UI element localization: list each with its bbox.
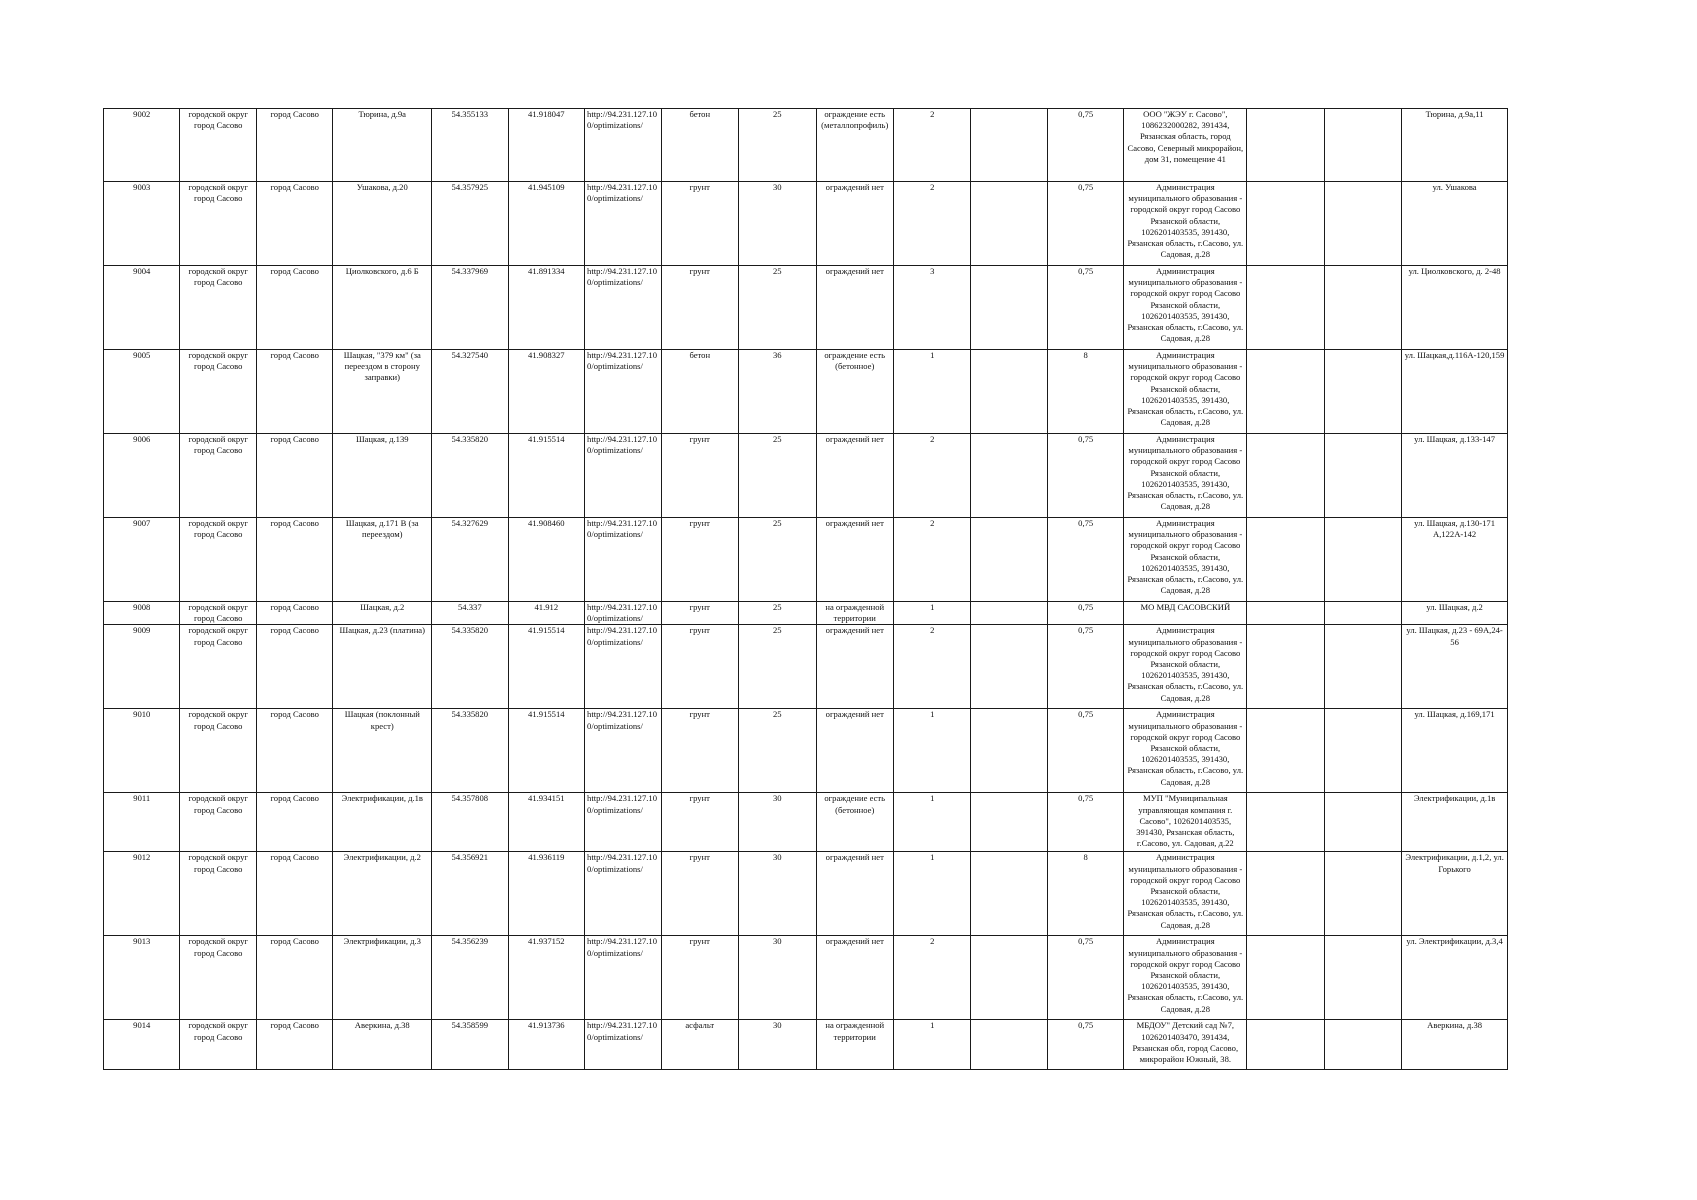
address-cell: Шацкая (поклонный крест) <box>333 709 432 793</box>
empty-cell <box>971 602 1047 625</box>
district-cell: городской округ город Сасово <box>180 709 256 793</box>
empty-cell <box>1247 350 1324 434</box>
empty-cell <box>1247 109 1324 182</box>
empty-cell <box>971 434 1047 518</box>
empty-cell <box>1324 518 1401 602</box>
container-volume-cell: 8 <box>1047 852 1123 936</box>
surface-cell: бетон <box>661 350 738 434</box>
waste-sources-cell: ул. Шацкая, д.23 - 69А,24-56 <box>1402 625 1508 709</box>
container-volume-cell: 8 <box>1047 350 1123 434</box>
site-id-cell: 9011 <box>104 793 180 852</box>
table-row <box>104 625 1508 709</box>
fence-cell: ограждений нет <box>816 936 893 1020</box>
table-row <box>104 936 1508 1020</box>
site-id-cell: 9005 <box>104 350 180 434</box>
fence-cell: ограждений нет <box>816 625 893 709</box>
table-row <box>104 852 1508 936</box>
longitude-cell: 41.918047 <box>508 109 584 182</box>
surface-cell: грунт <box>661 625 738 709</box>
address-cell: Шацкая, "379 км" (за переездом в сторону заправки) <box>333 350 432 434</box>
owner-cell: Администрация муниципального образования - городской округ город Сасово Рязанской области, 1026201403535, 391430, Рязанская область, г.Сасово, ул. Садовая, д.28 <box>1124 936 1247 1020</box>
owner-cell: Администрация муниципального образования - городской округ город Сасово Рязанской области, 1026201403535, 391430, Рязанская область, г.Сасово, ул. Садовая, д.28 <box>1124 350 1247 434</box>
latitude-cell: 54.355133 <box>432 109 508 182</box>
container-count-cell: 2 <box>893 434 970 518</box>
district-cell: городской округ город Сасово <box>180 602 256 625</box>
longitude-cell: 41.913736 <box>508 1020 584 1070</box>
area-cell: 25 <box>739 625 816 709</box>
latitude-cell: 54.335820 <box>432 625 508 709</box>
district-cell: городской округ город Сасово <box>180 936 256 1020</box>
empty-cell <box>971 266 1047 350</box>
empty-cell <box>971 109 1047 182</box>
area-cell: 30 <box>739 793 816 852</box>
address-cell: Шацкая, д.23 (платина) <box>333 625 432 709</box>
container-count-cell: 2 <box>893 625 970 709</box>
table-row <box>104 109 1508 182</box>
waste-sources-cell: ул. Шацкая, д.169,171 <box>1402 709 1508 793</box>
empty-cell <box>971 350 1047 434</box>
surface-cell: грунт <box>661 852 738 936</box>
map-link-cell[interactable]: http://94.231.127.10 0/optimizations/ <box>585 709 661 793</box>
area-cell: 30 <box>739 852 816 936</box>
empty-cell <box>1324 350 1401 434</box>
latitude-cell: 54.335820 <box>432 434 508 518</box>
longitude-cell: 41.891334 <box>508 266 584 350</box>
district-cell: городской округ город Сасово <box>180 793 256 852</box>
map-link-cell[interactable]: http://94.231.127.10 0/optimizations/ <box>585 936 661 1020</box>
empty-cell <box>971 852 1047 936</box>
waste-sources-cell: Аверкина, д.38 <box>1402 1020 1508 1070</box>
empty-cell <box>1247 793 1324 852</box>
container-count-cell: 1 <box>893 793 970 852</box>
longitude-cell: 41.945109 <box>508 182 584 266</box>
empty-cell <box>1247 518 1324 602</box>
locality-cell: город Сасово <box>256 852 332 936</box>
container-count-cell: 2 <box>893 109 970 182</box>
map-link-cell[interactable]: http://94.231.127.10 0/optimizations/ <box>585 852 661 936</box>
site-id-cell: 9008 <box>104 602 180 625</box>
container-volume-cell: 0,75 <box>1047 793 1123 852</box>
longitude-cell: 41.915514 <box>508 434 584 518</box>
empty-cell <box>971 709 1047 793</box>
longitude-cell: 41.915514 <box>508 625 584 709</box>
locality-cell: город Сасово <box>256 109 332 182</box>
empty-cell <box>1324 709 1401 793</box>
address-cell: Шацкая, д.139 <box>333 434 432 518</box>
latitude-cell: 54.337 <box>432 602 508 625</box>
locality-cell: город Сасово <box>256 1020 332 1070</box>
empty-cell <box>1324 434 1401 518</box>
map-link-cell[interactable]: http://94.231.127.10 0/optimizations/ <box>585 625 661 709</box>
longitude-cell: 41.934151 <box>508 793 584 852</box>
address-cell: Тюрина, д.9а <box>333 109 432 182</box>
locality-cell: город Сасово <box>256 518 332 602</box>
container-count-cell: 3 <box>893 266 970 350</box>
fence-cell: на огражденной территории <box>816 602 893 625</box>
map-link-cell[interactable]: http://94.231.127.10 0/optimizations/ <box>585 434 661 518</box>
longitude-cell: 41.936119 <box>508 852 584 936</box>
empty-cell <box>971 936 1047 1020</box>
latitude-cell: 54.337969 <box>432 266 508 350</box>
container-volume-cell: 0,75 <box>1047 518 1123 602</box>
area-cell: 30 <box>739 182 816 266</box>
waste-sources-cell: ул. Ушакова <box>1402 182 1508 266</box>
fence-cell: ограждений нет <box>816 434 893 518</box>
area-cell: 25 <box>739 109 816 182</box>
fence-cell: на огражденной территории <box>816 1020 893 1070</box>
container-volume-cell: 0,75 <box>1047 434 1123 518</box>
table-row <box>104 266 1508 350</box>
empty-cell <box>1247 936 1324 1020</box>
area-cell: 30 <box>739 936 816 1020</box>
address-cell: Электрификации, д.1в <box>333 793 432 852</box>
waste-sources-cell: ул. Шацкая, д.2 <box>1402 602 1508 625</box>
latitude-cell: 54.357925 <box>432 182 508 266</box>
empty-cell <box>1324 793 1401 852</box>
surface-cell: грунт <box>661 518 738 602</box>
district-cell: городской округ город Сасово <box>180 266 256 350</box>
site-id-cell: 9007 <box>104 518 180 602</box>
area-cell: 25 <box>739 602 816 625</box>
owner-cell: МБДОУ" Детский сад №7, 1026201403470, 391434, Рязанская обл, город Сасово, микрорайон Южный, 38. <box>1124 1020 1247 1070</box>
container-count-cell: 1 <box>893 709 970 793</box>
district-cell: городской округ город Сасово <box>180 182 256 266</box>
waste-sources-cell: ул. Шацкая,д.116А-120,159 <box>1402 350 1508 434</box>
site-id-cell: 9003 <box>104 182 180 266</box>
latitude-cell: 54.358599 <box>432 1020 508 1070</box>
owner-cell: Администрация муниципального образования - городской округ город Сасово Рязанской области, 1026201403535, 391430, Рязанская область, г.Сасово, ул. Садовая, д.28 <box>1124 266 1247 350</box>
table-row <box>104 602 1508 625</box>
district-cell: городской округ город Сасово <box>180 852 256 936</box>
map-link-cell[interactable]: http://94.231.127.10 0/optimizations/ <box>585 793 661 852</box>
empty-cell <box>1247 1020 1324 1070</box>
waste-sources-cell: Электрификации, д.1,2, ул. Горького <box>1402 852 1508 936</box>
empty-cell <box>1247 709 1324 793</box>
district-cell: городской округ город Сасово <box>180 1020 256 1070</box>
owner-cell: Администрация муниципального образования - городской округ город Сасово Рязанской области, 1026201403535, 391430, Рязанская область, г.Сасово, ул. Садовая, д.28 <box>1124 434 1247 518</box>
container-volume-cell: 0,75 <box>1047 182 1123 266</box>
surface-cell: грунт <box>661 434 738 518</box>
waste-sources-cell: ул. Электрификации, д.3,4 <box>1402 936 1508 1020</box>
table-row <box>104 709 1508 793</box>
area-cell: 30 <box>739 1020 816 1070</box>
owner-cell: Администрация муниципального образования - городской округ город Сасово Рязанской области, 1026201403535, 391430, Рязанская область, г.Сасово, ул. Садовая, д.28 <box>1124 852 1247 936</box>
district-cell: городской округ город Сасово <box>180 518 256 602</box>
address-cell: Циолковского, д.6 Б <box>333 266 432 350</box>
address-cell: Шацкая, д.2 <box>333 602 432 625</box>
owner-cell: Администрация муниципального образования - городской округ город Сасово Рязанской области, 1026201403535, 391430, Рязанская область, г.Сасово, ул. Садовая, д.28 <box>1124 182 1247 266</box>
longitude-cell: 41.908460 <box>508 518 584 602</box>
map-link-cell[interactable]: http://94.231.127.10 0/optimizations/ <box>585 109 661 182</box>
waste-sources-cell: Электрификации, д.1в <box>1402 793 1508 852</box>
area-cell: 25 <box>739 434 816 518</box>
address-cell: Ушакова, д.20 <box>333 182 432 266</box>
owner-cell: МО МВД САСОВСКИЙ <box>1124 602 1247 625</box>
waste-sites-table <box>103 108 1508 1070</box>
latitude-cell: 54.356921 <box>432 852 508 936</box>
table-row <box>104 350 1508 434</box>
container-volume-cell: 0,75 <box>1047 709 1123 793</box>
fence-cell: ограждений нет <box>816 266 893 350</box>
latitude-cell: 54.327629 <box>432 518 508 602</box>
latitude-cell: 54.327540 <box>432 350 508 434</box>
locality-cell: город Сасово <box>256 625 332 709</box>
area-cell: 36 <box>739 350 816 434</box>
area-cell: 25 <box>739 518 816 602</box>
table-body <box>104 109 1508 1070</box>
empty-cell <box>971 625 1047 709</box>
waste-sources-cell: ул. Шацкая, д.130-171 А,122А-142 <box>1402 518 1508 602</box>
fence-cell: ограждение есть (бетонное) <box>816 793 893 852</box>
fence-cell: ограждений нет <box>816 182 893 266</box>
container-volume-cell: 0,75 <box>1047 625 1123 709</box>
address-cell: Аверкина, д.38 <box>333 1020 432 1070</box>
empty-cell <box>971 182 1047 266</box>
map-link-cell[interactable]: http://94.231.127.10 0/optimizations/ <box>585 182 661 266</box>
empty-cell <box>1324 1020 1401 1070</box>
empty-cell <box>971 793 1047 852</box>
surface-cell: грунт <box>661 709 738 793</box>
owner-cell: МУП "Муниципальная управляющая компания г. Сасово", 1026201403535, 391430, Рязанская область, г.Сасово, ул. Садовая, д.22 <box>1124 793 1247 852</box>
district-cell: городской округ город Сасово <box>180 350 256 434</box>
site-id-cell: 9009 <box>104 625 180 709</box>
surface-cell: грунт <box>661 936 738 1020</box>
container-volume-cell: 0,75 <box>1047 602 1123 625</box>
container-count-cell: 1 <box>893 852 970 936</box>
surface-cell: грунт <box>661 266 738 350</box>
site-id-cell: 9006 <box>104 434 180 518</box>
empty-cell <box>1247 434 1324 518</box>
container-count-cell: 1 <box>893 1020 970 1070</box>
empty-cell <box>1247 852 1324 936</box>
empty-cell <box>1247 625 1324 709</box>
locality-cell: город Сасово <box>256 434 332 518</box>
owner-cell: ООО "ЖЭУ г. Сасово", 1086232000282, 391434, Рязанская область, город Сасово, Северный микрорайон, дом 31, помещение 41 <box>1124 109 1247 182</box>
locality-cell: город Сасово <box>256 709 332 793</box>
waste-sources-cell: ул. Циолковского, д. 2-48 <box>1402 266 1508 350</box>
empty-cell <box>1324 602 1401 625</box>
table-row <box>104 518 1508 602</box>
surface-cell: бетон <box>661 109 738 182</box>
site-id-cell: 9014 <box>104 1020 180 1070</box>
container-count-cell: 2 <box>893 518 970 602</box>
empty-cell <box>1247 602 1324 625</box>
district-cell: городской округ город Сасово <box>180 109 256 182</box>
empty-cell <box>971 518 1047 602</box>
empty-cell <box>1324 182 1401 266</box>
locality-cell: город Сасово <box>256 350 332 434</box>
fence-cell: ограждений нет <box>816 709 893 793</box>
latitude-cell: 54.335820 <box>432 709 508 793</box>
empty-cell <box>1324 266 1401 350</box>
owner-cell: Администрация муниципального образования - городской округ город Сасово Рязанской области, 1026201403535, 391430, Рязанская область, г.Сасово, ул. Садовая, д.28 <box>1124 518 1247 602</box>
fence-cell: ограждение есть (металлопрофиль) <box>816 109 893 182</box>
container-volume-cell: 0,75 <box>1047 936 1123 1020</box>
map-link-cell[interactable]: http://94.231.127.10 0/optimizations/ <box>585 1020 661 1070</box>
address-cell: Электрификации, д.2 <box>333 852 432 936</box>
container-count-cell: 1 <box>893 350 970 434</box>
empty-cell <box>1324 625 1401 709</box>
locality-cell: город Сасово <box>256 602 332 625</box>
table-row <box>104 182 1508 266</box>
surface-cell: асфальт <box>661 1020 738 1070</box>
longitude-cell: 41.937152 <box>508 936 584 1020</box>
locality-cell: город Сасово <box>256 793 332 852</box>
longitude-cell: 41.915514 <box>508 709 584 793</box>
waste-sources-cell: Тюрина, д.9а,11 <box>1402 109 1508 182</box>
longitude-cell: 41.912 <box>508 602 584 625</box>
district-cell: городской округ город Сасово <box>180 625 256 709</box>
latitude-cell: 54.356239 <box>432 936 508 1020</box>
owner-cell: Администрация муниципального образования - городской округ город Сасово Рязанской области, 1026201403535, 391430, Рязанская область, г.Сасово, ул. Садовая, д.28 <box>1124 709 1247 793</box>
site-id-cell: 9002 <box>104 109 180 182</box>
surface-cell: грунт <box>661 793 738 852</box>
empty-cell <box>1247 266 1324 350</box>
surface-cell: грунт <box>661 602 738 625</box>
map-link-cell[interactable]: http://94.231.127.10 0/optimizations/ <box>585 518 661 602</box>
area-cell: 25 <box>739 709 816 793</box>
container-volume-cell: 0,75 <box>1047 266 1123 350</box>
empty-cell <box>971 1020 1047 1070</box>
map-link-cell[interactable]: http://94.231.127.10 0/optimizations/ <box>585 602 661 625</box>
site-id-cell: 9004 <box>104 266 180 350</box>
empty-cell <box>1324 109 1401 182</box>
site-id-cell: 9013 <box>104 936 180 1020</box>
fence-cell: ограждение есть (бетонное) <box>816 350 893 434</box>
table-row <box>104 434 1508 518</box>
site-id-cell: 9010 <box>104 709 180 793</box>
district-cell: городской округ город Сасово <box>180 434 256 518</box>
fence-cell: ограждений нет <box>816 852 893 936</box>
container-count-cell: 2 <box>893 936 970 1020</box>
address-cell: Электрификации, д.3 <box>333 936 432 1020</box>
locality-cell: город Сасово <box>256 182 332 266</box>
empty-cell <box>1324 936 1401 1020</box>
container-count-cell: 2 <box>893 182 970 266</box>
table-row <box>104 1020 1508 1070</box>
owner-cell: Администрация муниципального образования - городской округ город Сасово Рязанской области, 1026201403535, 391430, Рязанская область, г.Сасово, ул. Садовая, д.28 <box>1124 625 1247 709</box>
empty-cell <box>1247 182 1324 266</box>
address-cell: Шацкая, д.171 В (за переездом) <box>333 518 432 602</box>
container-count-cell: 1 <box>893 602 970 625</box>
area-cell: 25 <box>739 266 816 350</box>
fence-cell: ограждений нет <box>816 518 893 602</box>
waste-sources-cell: ул. Шацкая, д.133-147 <box>1402 434 1508 518</box>
container-volume-cell: 0,75 <box>1047 109 1123 182</box>
empty-cell <box>1324 852 1401 936</box>
container-volume-cell: 0,75 <box>1047 1020 1123 1070</box>
locality-cell: город Сасово <box>256 266 332 350</box>
surface-cell: грунт <box>661 182 738 266</box>
latitude-cell: 54.357808 <box>432 793 508 852</box>
map-link-cell[interactable]: http://94.231.127.10 0/optimizations/ <box>585 350 661 434</box>
longitude-cell: 41.908327 <box>508 350 584 434</box>
table-row <box>104 793 1508 852</box>
locality-cell: город Сасово <box>256 936 332 1020</box>
map-link-cell[interactable]: http://94.231.127.10 0/optimizations/ <box>585 266 661 350</box>
site-id-cell: 9012 <box>104 852 180 936</box>
